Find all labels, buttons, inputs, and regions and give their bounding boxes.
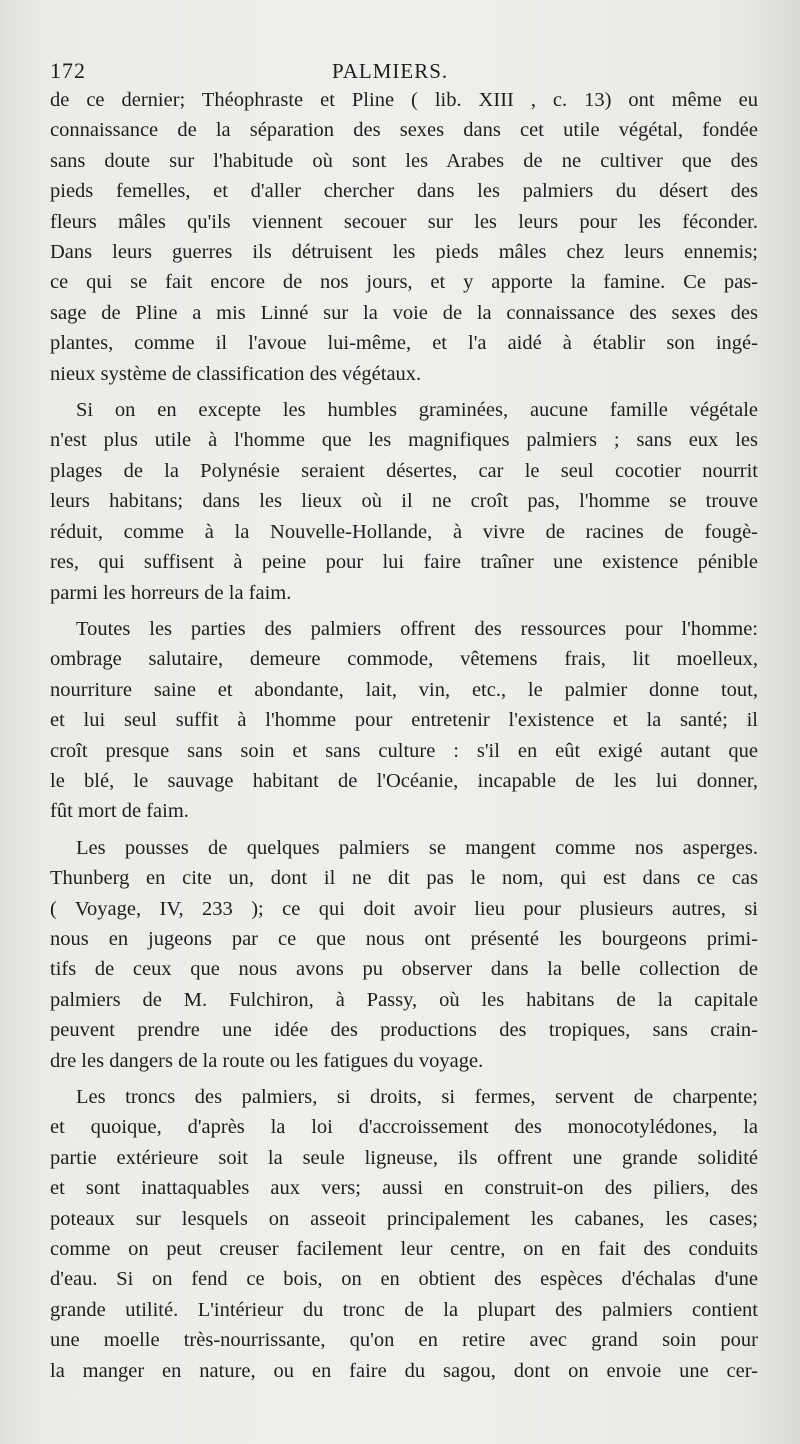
text-line: partie extérieure soit la seule ligneuse, ils offrent une grande solidité [50,1146,758,1169]
text-line: Les troncs des palmiers, si droits, si fermes, servent de charpente; [76,1086,758,1108]
running-head [50,52,758,88]
text-line: Dans leurs guerres ils détruisent les pieds mâles chez leurs ennemis; [50,241,758,264]
text-line: dre les dangers de la route ou les fatigues du voyage. [50,1049,484,1072]
page-number: 172 [50,58,86,83]
text-line: fût mort de faim. [50,800,189,823]
text-line: parmi les horreurs de la faim. [50,581,292,604]
paragraph-3 [50,614,758,827]
text-line: et sont inattaquables aux vers; aussi en construit-on des piliers, des [50,1177,758,1200]
text-line: peuvent prendre une idée des productions des tropiques, sans crain- [50,1019,758,1042]
text-line: nieux système de classification des végétaux. [50,362,422,385]
text-line: une moelle très-nourrissante, qu'on en retire avec grand soin pour [50,1329,758,1352]
text-line: sage de Pline a mis Linné sur la voie de la connaissance des sexes des [50,301,758,324]
text-line: tifs de ceux que nous avons pu observer dans la belle collection de [50,958,758,981]
text-line: Thunberg en cite un, dont il ne dit pas le nom, qui est dans ce cas [50,867,758,890]
text-line: Toutes les parties des palmiers offrent des ressources pour l'homme: [76,617,758,640]
text-line: res, qui suffisent à peine pour lui faire traîner une existence pénible [50,551,758,574]
paragraph-2 [50,395,758,608]
paragraph-1 [50,85,758,389]
text-line: la manger en nature, ou en faire du sagou, dont on envoie une cer- [50,1359,758,1382]
text-line: palmiers de M. Fulchiron, à Passy, où les habitans de la capitale [50,988,758,1011]
text-line: sans doute sur l'habitude où sont les Arabes de ne cultiver que des [50,149,758,172]
text-line: d'eau. Si on fend ce bois, on en obtient des espèces d'échalas d'une [50,1268,758,1291]
text-line: comme on peut creuser facilement leur centre, on en fait des conduits [50,1238,758,1261]
text-line: nous en jugeons par ce que nous ont présenté les bourgeons primi- [50,927,758,950]
text-line: pieds femelles, et d'aller chercher dans les palmiers du désert des [50,180,758,203]
text-line: fleurs mâles qu'ils viennent secouer sur les leurs pour les féconder. [50,210,758,233]
text-line: Si on en excepte les humbles graminées, aucune famille végétale [76,399,758,422]
text-line: n'est plus utile à l'homme que les magnifiques palmiers ; sans eux les [50,429,758,452]
text-line: Les pousses de quelques palmiers se mangent comme nos asperges. [76,836,758,859]
text-line: poteaux sur lesquels on asseoit principalement les cabanes, les cases; [50,1207,758,1230]
text-line: connaissance de la séparation des sexes dans cet utile végétal, fondée [50,119,758,142]
text-line: de ce dernier; Théophraste et Pline ( lib. XIII , c. 13) ont même eu [50,89,758,111]
text-line: croît presque sans soin et sans culture : s'il en eût exigé autant que [50,739,758,762]
text-line: plantes, comme il l'avoue lui-même, et l'a aidé à établir son ingé- [50,332,758,355]
text-line: plages de la Polynésie seraient désertes, car le seul cocotier nourrit [50,459,758,482]
text-line: ( Voyage, IV, 233 ); ce qui doit avoir lieu pour plusieurs autres, si [50,897,758,920]
text-line: réduit, comme à la Nouvelle-Hollande, à vivre de racines de fougè- [50,520,758,543]
page-text [50,52,758,1386]
text-line: et quoique, d'après la loi d'accroissement des monocotylédones, la [50,1116,758,1139]
text-line: le blé, le sauvage habitant de l'Océanie, incapable de les lui donner, [50,769,758,792]
text-line: et lui seul suffit à l'homme pour entretenir l'existence et la santé; il [50,709,758,732]
text-line: ce qui se fait encore de nos jours, et y apporte la famine. Ce pas- [50,271,758,294]
text-line: ombrage salutaire, demeure commode, vêtemens frais, lit moelleux, [50,648,758,671]
text-line: leurs habitans; dans les lieux où il ne croît pas, l'homme se trouve [50,490,758,513]
text-line: grande utilité. L'intérieur du tronc de la plupart des palmiers contient [50,1298,758,1321]
text-line: nourriture saine et abondante, lait, vin, etc., le palmier donne tout, [50,678,758,701]
paragraph-4 [50,833,758,1076]
paragraph-5 [50,1082,758,1386]
running-title: PALMIERS. [332,59,449,83]
